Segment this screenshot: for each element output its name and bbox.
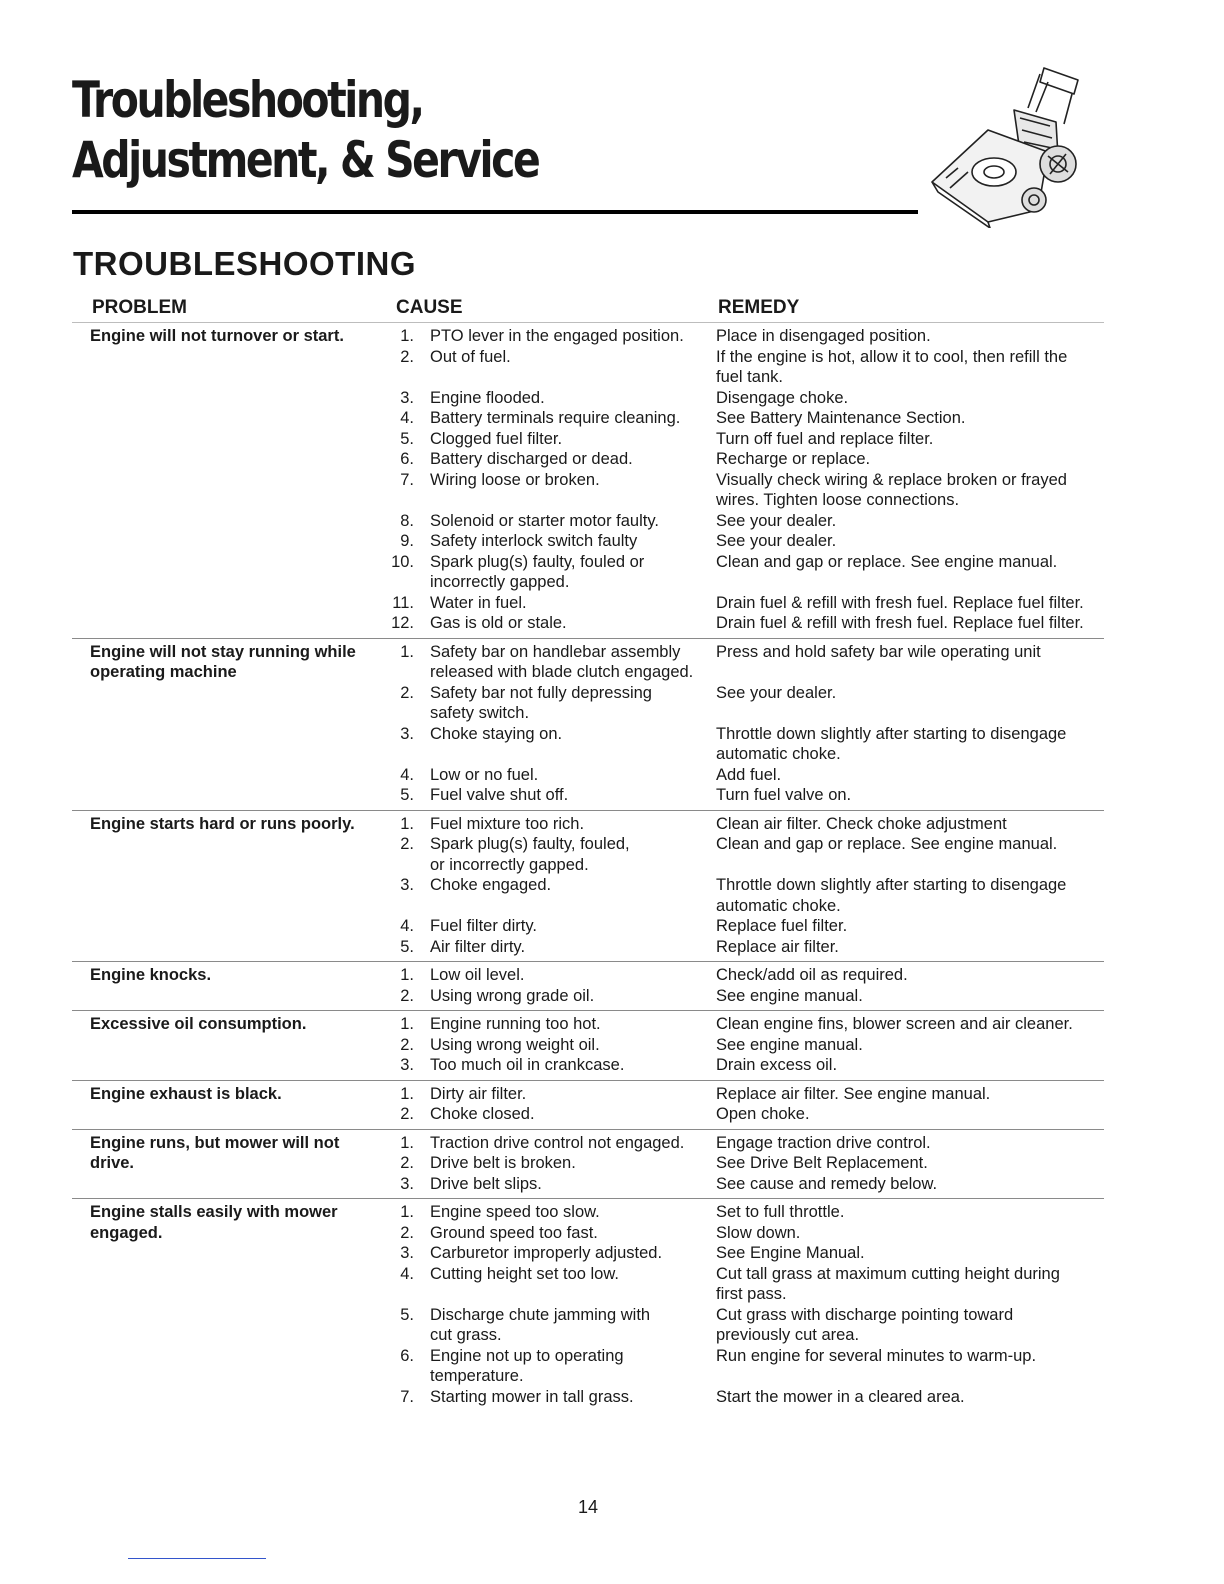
- cause-text: Fuel filter dirty.: [430, 917, 537, 935]
- table-row: [72, 429, 1104, 450]
- cause-number: 2.: [400, 835, 414, 853]
- cause-text: Drive belt is broken.: [430, 1154, 576, 1172]
- remedy-text: See your dealer.: [716, 683, 837, 702]
- cause-number: 2.: [400, 1105, 414, 1123]
- problem-group: [72, 810, 1104, 962]
- table-row: [72, 916, 1104, 937]
- cause-number: 2.: [400, 1154, 414, 1172]
- cause-number: 5.: [400, 429, 414, 448]
- column-header-problem: PROBLEM: [92, 297, 187, 318]
- cause-text: Cutting height set too low.: [430, 1264, 619, 1283]
- cause-text: Engine speed too slow.: [430, 1203, 600, 1221]
- cause-text: Clogged fuel filter.: [430, 429, 563, 448]
- table-row: [72, 613, 1104, 634]
- table-row: [72, 1153, 1104, 1174]
- remedy-text: Replace air filter. See engine manual.: [716, 1084, 991, 1103]
- cause-number: 5.: [400, 937, 414, 956]
- table-row: [72, 937, 1104, 958]
- table-row: [72, 388, 1104, 409]
- cause-text: Engine not up to operating temperature.: [430, 1346, 624, 1385]
- remedy-text: See your dealer.: [716, 532, 837, 550]
- cause-number: 4.: [400, 765, 414, 784]
- cause-text: Using wrong grade oil.: [430, 986, 595, 1005]
- table-row: [72, 1243, 1104, 1264]
- problem-label: Engine will not stay running while operating machine: [90, 642, 356, 681]
- remedy-text: Press and hold safety bar wile operating unit: [716, 642, 1041, 661]
- remedy-text: Clean and gap or replace. See engine manual.: [716, 552, 1058, 571]
- table-row: [72, 1104, 1104, 1125]
- cause-number: 4.: [400, 1264, 414, 1283]
- troubleshooting-table: [72, 296, 1104, 1411]
- page-title-line-2: Adjustment, & Service: [72, 131, 539, 189]
- cause-number: 4.: [400, 409, 414, 427]
- cause-text: Traction drive control not engaged.: [430, 1133, 685, 1152]
- cause-text: Battery discharged or dead.: [430, 450, 633, 468]
- cause-number: 11.: [392, 593, 414, 612]
- remedy-text: See engine manual.: [716, 1035, 863, 1054]
- cause-text: Using wrong weight oil.: [430, 1035, 600, 1054]
- problem-group: [72, 1010, 1104, 1080]
- remedy-text: Engage traction drive control.: [716, 1133, 931, 1152]
- problem-group: [72, 1080, 1104, 1129]
- cause-text: Low or no fuel.: [430, 765, 539, 784]
- cause-number: 2.: [400, 683, 414, 702]
- table-row: [72, 408, 1104, 429]
- cause-text: Battery terminals require cleaning.: [430, 409, 681, 427]
- problem-label: Engine knocks.: [90, 966, 212, 984]
- cause-number: 1.: [400, 642, 414, 661]
- cause-number: 1.: [400, 1203, 414, 1221]
- cause-number: 12.: [391, 614, 414, 632]
- remedy-text: Clean and gap or replace. See engine manual.: [716, 835, 1058, 853]
- table-row: [72, 834, 1104, 875]
- remedy-text: Place in disengaged position.: [716, 327, 931, 345]
- remedy-text: Turn off fuel and replace filter.: [716, 429, 934, 448]
- cause-text: Drive belt slips.: [430, 1174, 542, 1193]
- cause-text: Spark plug(s) faulty, fouled, or incorrectly gapped.: [430, 835, 630, 874]
- remedy-text: Replace fuel filter.: [716, 917, 848, 935]
- cause-text: Air filter dirty.: [430, 937, 526, 956]
- remedy-text: Start the mower in a cleared area.: [716, 1387, 965, 1406]
- cause-text: Safety bar not fully depressing safety switch.: [430, 683, 652, 722]
- remedy-text: Set to full throttle.: [716, 1203, 845, 1221]
- remedy-text: Recharge or replace.: [716, 450, 871, 468]
- table-row: [72, 724, 1104, 765]
- cause-text: Low oil level.: [430, 966, 525, 984]
- problem-label: Engine starts hard or runs poorly.: [90, 814, 355, 833]
- cause-text: Discharge chute jamming with cut grass.: [430, 1305, 651, 1344]
- cause-number: 2.: [400, 347, 414, 366]
- remedy-text: Clean air filter. Check choke adjustment: [716, 814, 1007, 833]
- table-row: [72, 347, 1104, 388]
- problem-label: Excessive oil consumption.: [90, 1015, 307, 1033]
- table-row: [72, 965, 1104, 986]
- table-row: [72, 1202, 1104, 1223]
- title-divider: [72, 210, 918, 214]
- cause-number: 3.: [400, 1244, 414, 1262]
- table-row: [72, 986, 1104, 1007]
- table-row: [72, 1174, 1104, 1195]
- table-row: [72, 552, 1104, 593]
- table-row: [72, 1387, 1104, 1408]
- section-title: TROUBLESHOOTING: [73, 245, 416, 282]
- table-row: [72, 1084, 1104, 1105]
- table-body: [72, 322, 1104, 1411]
- table-row: [72, 1055, 1104, 1076]
- cause-text: Choke engaged.: [430, 876, 552, 894]
- cause-text: Engine flooded.: [430, 388, 545, 407]
- problem-group: [72, 1198, 1104, 1411]
- cause-number: 2.: [400, 1223, 414, 1242]
- table-row: [72, 511, 1104, 532]
- cause-number: 6.: [400, 1346, 414, 1365]
- cause-text: Gas is old or stale.: [430, 614, 567, 632]
- remedy-text: Clean engine fins, blower screen and air cleaner.: [716, 1015, 1073, 1033]
- cause-text: Fuel mixture too rich.: [430, 814, 585, 833]
- cause-text: Safety interlock switch faulty: [430, 532, 638, 550]
- remedy-text: Add fuel.: [716, 765, 782, 784]
- cause-number: 9.: [400, 532, 414, 550]
- problem-label: Engine will not turnover or start.: [90, 327, 344, 345]
- cause-number: 4.: [400, 917, 414, 935]
- remedy-text: Drain excess oil.: [716, 1056, 838, 1074]
- cause-number: 1.: [400, 814, 414, 833]
- table-row: [72, 875, 1104, 916]
- cause-text: Out of fuel.: [430, 347, 511, 366]
- remedy-text: See cause and remedy below.: [716, 1174, 938, 1193]
- cause-text: Spark plug(s) faulty, fouled or incorrectly gapped.: [430, 552, 645, 591]
- remedy-text: Cut grass with discharge pointing toward previously cut area.: [716, 1305, 1014, 1344]
- cause-text: Safety bar on handlebar assembly released with blade clutch engaged.: [430, 642, 694, 681]
- table-row: [72, 531, 1104, 552]
- table-row: [72, 765, 1104, 786]
- remedy-text: Throttle down slightly after starting to disengage automatic choke.: [716, 724, 1067, 763]
- table-row: [72, 1264, 1104, 1305]
- cause-text: Fuel valve shut off.: [430, 786, 569, 804]
- problem-label: Engine stalls easily with mower engaged.: [90, 1203, 338, 1242]
- table-row: [72, 1035, 1104, 1056]
- cause-text: Engine running too hot.: [430, 1015, 601, 1033]
- table-row: [72, 326, 1104, 347]
- table-row: [72, 1346, 1104, 1387]
- remedy-text: See Drive Belt Replacement.: [716, 1154, 928, 1172]
- table-row: [72, 642, 1104, 683]
- cause-number: 3.: [400, 724, 414, 743]
- remedy-text: Slow down.: [716, 1223, 801, 1242]
- table-row: [72, 593, 1104, 614]
- cause-number: 1.: [400, 327, 414, 345]
- cause-number: 6.: [400, 450, 414, 468]
- cause-number: 7.: [400, 470, 414, 489]
- cause-number: 10.: [391, 552, 414, 571]
- problem-group: [72, 322, 1104, 638]
- cause-number: 3.: [400, 876, 414, 894]
- problem-group: [72, 961, 1104, 1010]
- cause-text: Wiring loose or broken.: [430, 470, 600, 489]
- cause-text: Too much oil in crankcase.: [430, 1056, 625, 1074]
- column-header-remedy: REMEDY: [718, 297, 800, 318]
- remedy-text: Turn fuel valve on.: [716, 786, 852, 804]
- cause-text: Ground speed too fast.: [430, 1223, 598, 1242]
- remedy-text: Replace air filter.: [716, 937, 839, 956]
- problem-group: [72, 638, 1104, 810]
- cause-text: PTO lever in the engaged position.: [430, 327, 684, 345]
- cause-text: Carburetor improperly adjusted.: [430, 1244, 663, 1262]
- remedy-text: See Engine Manual.: [716, 1244, 865, 1262]
- remedy-text: Disengage choke.: [716, 388, 849, 407]
- remedy-text: Cut tall grass at maximum cutting height during first pass.: [716, 1264, 1060, 1303]
- problem-group: [72, 1129, 1104, 1199]
- cause-text: Choke staying on.: [430, 724, 563, 743]
- remedy-text: Visually check wiring & replace broken or frayed wires. Tighten loose connections.: [716, 470, 1067, 509]
- footer-line: [128, 1558, 266, 1559]
- column-header-cause: CAUSE: [396, 297, 463, 318]
- remedy-text: Throttle down slightly after starting to disengage automatic choke.: [716, 876, 1067, 915]
- table-row: [72, 814, 1104, 835]
- remedy-text: If the engine is hot, allow it to cool, then refill the fuel tank.: [716, 347, 1068, 386]
- table-row: [72, 1133, 1104, 1154]
- cause-text: Choke closed.: [430, 1105, 535, 1123]
- cause-text: Dirty air filter.: [430, 1084, 527, 1103]
- page-title: [72, 70, 538, 190]
- cause-number: 8.: [400, 511, 414, 530]
- table-row: [72, 1014, 1104, 1035]
- problem-label: Engine exhaust is black.: [90, 1084, 282, 1103]
- remedy-text: See engine manual.: [716, 986, 863, 1005]
- cause-text: Solenoid or starter motor faulty.: [430, 511, 659, 530]
- table-row: [72, 785, 1104, 806]
- table-row: [72, 1305, 1104, 1346]
- cause-number: 1.: [400, 1015, 414, 1033]
- page-title-line-1: Troubleshooting,: [72, 71, 423, 129]
- cause-number: 1.: [400, 1084, 414, 1103]
- remedy-text: Open choke.: [716, 1105, 810, 1123]
- remedy-text: Drain fuel & refill with fresh fuel. Replace fuel filter.: [716, 614, 1084, 632]
- cause-number: 2.: [400, 986, 414, 1005]
- cause-text: Water in fuel.: [430, 593, 527, 612]
- cause-number: 1.: [400, 966, 414, 984]
- table-row: [72, 470, 1104, 511]
- remedy-text: Check/add oil as required.: [716, 966, 908, 984]
- cause-number: 1.: [400, 1133, 414, 1152]
- problem-label: Engine runs, but mower will not drive.: [90, 1133, 340, 1172]
- remedy-text: Drain fuel & refill with fresh fuel. Replace fuel filter.: [716, 593, 1084, 612]
- cause-number: 5.: [400, 786, 414, 804]
- cause-number: 5.: [400, 1305, 414, 1324]
- table-row: [72, 449, 1104, 470]
- remedy-text: See your dealer.: [716, 511, 837, 530]
- cause-number: 7.: [400, 1387, 414, 1406]
- table-row: [72, 1223, 1104, 1244]
- lawn-mower-illustration: [928, 60, 1104, 228]
- cause-number: 3.: [400, 388, 414, 407]
- remedy-text: See Battery Maintenance Section.: [716, 409, 966, 427]
- table-header: [72, 296, 1104, 322]
- page-number: 14: [577, 1497, 599, 1517]
- cause-number: 3.: [400, 1174, 414, 1193]
- cause-number: 2.: [400, 1035, 414, 1054]
- cause-number: 3.: [400, 1056, 414, 1074]
- cause-text: Starting mower in tall grass.: [430, 1387, 634, 1406]
- remedy-text: Run engine for several minutes to warm-up.: [716, 1346, 1037, 1365]
- table-row: [72, 683, 1104, 724]
